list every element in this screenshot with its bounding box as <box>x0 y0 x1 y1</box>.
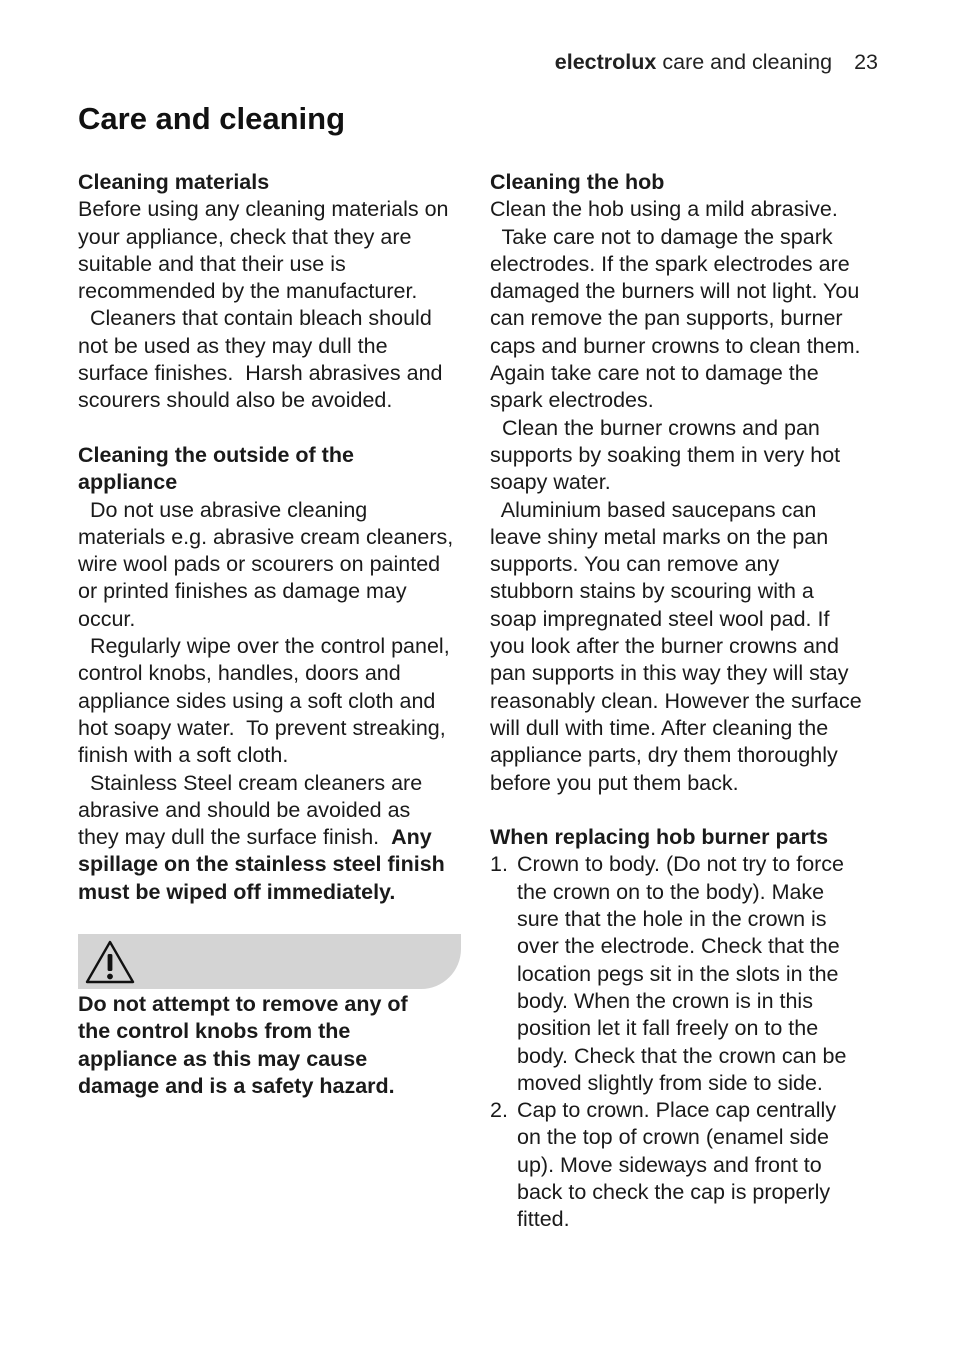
text-line: finish with a soft cloth. <box>78 743 289 768</box>
page-number: 23 <box>854 50 878 74</box>
brand-name: electrolux <box>554 50 657 74</box>
warning-triangle-icon <box>84 938 136 986</box>
text-line: occur. <box>78 606 136 631</box>
hob-text <box>490 196 882 797</box>
section-heading-replace: When replacing hob burner parts <box>490 825 829 850</box>
text-line: supports. You can remove any <box>490 552 780 577</box>
warning-line: appliance as this may cause <box>78 1046 368 1071</box>
text-line: Clean the hob using a mild abrasive. <box>490 197 838 222</box>
text-line: damaged the burners will not light. You <box>490 279 860 304</box>
warning-line: Do not attempt to remove any of <box>78 992 408 1017</box>
text-line: your appliance, check that they are <box>78 224 412 249</box>
text-line: Before using any cleaning materials on <box>78 197 449 222</box>
text-line: body. Check that the crown can be <box>517 1043 847 1068</box>
text-line: Cap to crown. Place cap centrally <box>517 1098 837 1123</box>
text-normal: they may dull the surface finish. <box>78 825 392 850</box>
text-line: back to check the cap is properly <box>517 1179 831 1204</box>
text-line: body. When the crown is in this <box>517 988 813 1013</box>
warning-text <box>78 991 470 1100</box>
text-line: position let it fall freely on to the <box>517 1016 819 1041</box>
text-line: abrasive and should be avoided as <box>78 797 411 822</box>
text-line: Take care not to damage the spark <box>490 224 833 249</box>
text-line: over the electrode. Check that the <box>517 934 840 959</box>
text-line: caps and burner crowns to clean them. <box>490 333 861 358</box>
text-line: leave shiny metal marks on the pan <box>490 524 829 549</box>
section-heading-materials: Cleaning materials <box>78 170 270 194</box>
text-line: soapy water. <box>490 470 611 495</box>
text-line: will dull with time. After cleaning the <box>490 715 829 740</box>
text-line: surface finishes. Harsh abrasives and <box>78 361 443 386</box>
text-line: Aluminium based saucepans can <box>490 497 817 522</box>
list-number: 2. <box>490 1098 508 1123</box>
materials-text <box>78 196 470 414</box>
page-title: Care and cleaning <box>78 101 346 136</box>
page-header <box>555 50 878 75</box>
text-line: materials e.g. abrasive cream cleaners, <box>78 524 454 549</box>
text-line: before you put them back. <box>490 770 739 795</box>
text-line: hot soapy water. To prevent streaking, <box>78 715 446 740</box>
text-line: location pegs sit in the slots in the <box>517 961 839 986</box>
text-line: stubborn stains by scouring with a <box>490 579 814 604</box>
text-line: sure that the hole in the crown is <box>517 907 827 932</box>
text-line: scourers should also be avoided. <box>78 388 393 413</box>
text-line: fitted. <box>517 1207 570 1232</box>
warning-line: damage and is a safety hazard. <box>78 1073 395 1098</box>
text-line: or printed finishes as damage may <box>78 579 407 604</box>
text-line: Again take care not to damage the <box>490 361 819 386</box>
text-line: soap impregnated steel wool pad. If <box>490 606 830 631</box>
left-column <box>78 169 470 1100</box>
text-line: Do not use abrasive cleaning <box>78 497 368 522</box>
text-line: Clean the burner crowns and pan <box>490 415 820 440</box>
text-line: appliance parts, dry them thoroughly <box>490 743 838 768</box>
text-emphasis: Any <box>391 825 432 850</box>
text-line: you look after the burner crowns and <box>490 634 839 659</box>
warning-line: the control knobs from the <box>78 1019 351 1044</box>
text-line: the crown on to the body). Make <box>517 879 825 904</box>
text-line: control knobs, handles, doors and <box>78 661 401 686</box>
text-line: spark electrodes. <box>490 388 654 413</box>
text-line: recommended by the manufacturer. <box>78 279 418 304</box>
text-line-emphasis: must be wiped off immediately. <box>78 879 396 904</box>
list-number: 1. <box>490 852 508 877</box>
text-line: Regularly wipe over the control panel, <box>78 634 450 659</box>
list-item <box>490 1097 882 1233</box>
text-line: can remove the pan supports, burner <box>490 306 843 331</box>
text-line: up). Move sideways and front to <box>517 1152 822 1177</box>
text-line-mixed <box>78 824 470 851</box>
text-line: reasonably clean. However the surface <box>490 688 862 713</box>
text-line: not be used as they may dull the <box>78 333 388 358</box>
text-line: pan supports in this way they will stay <box>490 661 849 686</box>
text-line: supports by soaking them in very hot <box>490 442 841 467</box>
section-name: care and cleaning <box>662 50 833 74</box>
text-line: electrodes. If the spark electrodes are <box>490 251 850 276</box>
text-line: Stainless Steel cream cleaners are <box>78 770 423 795</box>
section-heading-outside-cont: appliance <box>78 470 178 495</box>
section-heading-hob: Cleaning the hob <box>490 170 665 194</box>
text-line: wire wool pads or scourers on painted <box>78 552 441 577</box>
warning-banner <box>78 934 461 989</box>
text-line: on the top of crown (enamel side <box>517 1125 829 1150</box>
text-line-emphasis: spillage on the stainless steel finish <box>78 852 445 877</box>
text-line: suitable and that their use is <box>78 251 346 276</box>
outside-text <box>78 497 470 906</box>
section-heading-outside: Cleaning the outside of the <box>78 442 354 467</box>
text-line: appliance sides using a soft cloth and <box>78 688 436 713</box>
list-item <box>490 851 882 1097</box>
text-line: Cleaners that contain bleach should <box>78 306 432 331</box>
text-line: Crown to body. (Do not try to force <box>517 852 845 877</box>
numbered-list <box>490 851 882 1233</box>
text-line: moved slightly from side to side. <box>517 1070 823 1095</box>
right-column <box>490 169 882 1234</box>
